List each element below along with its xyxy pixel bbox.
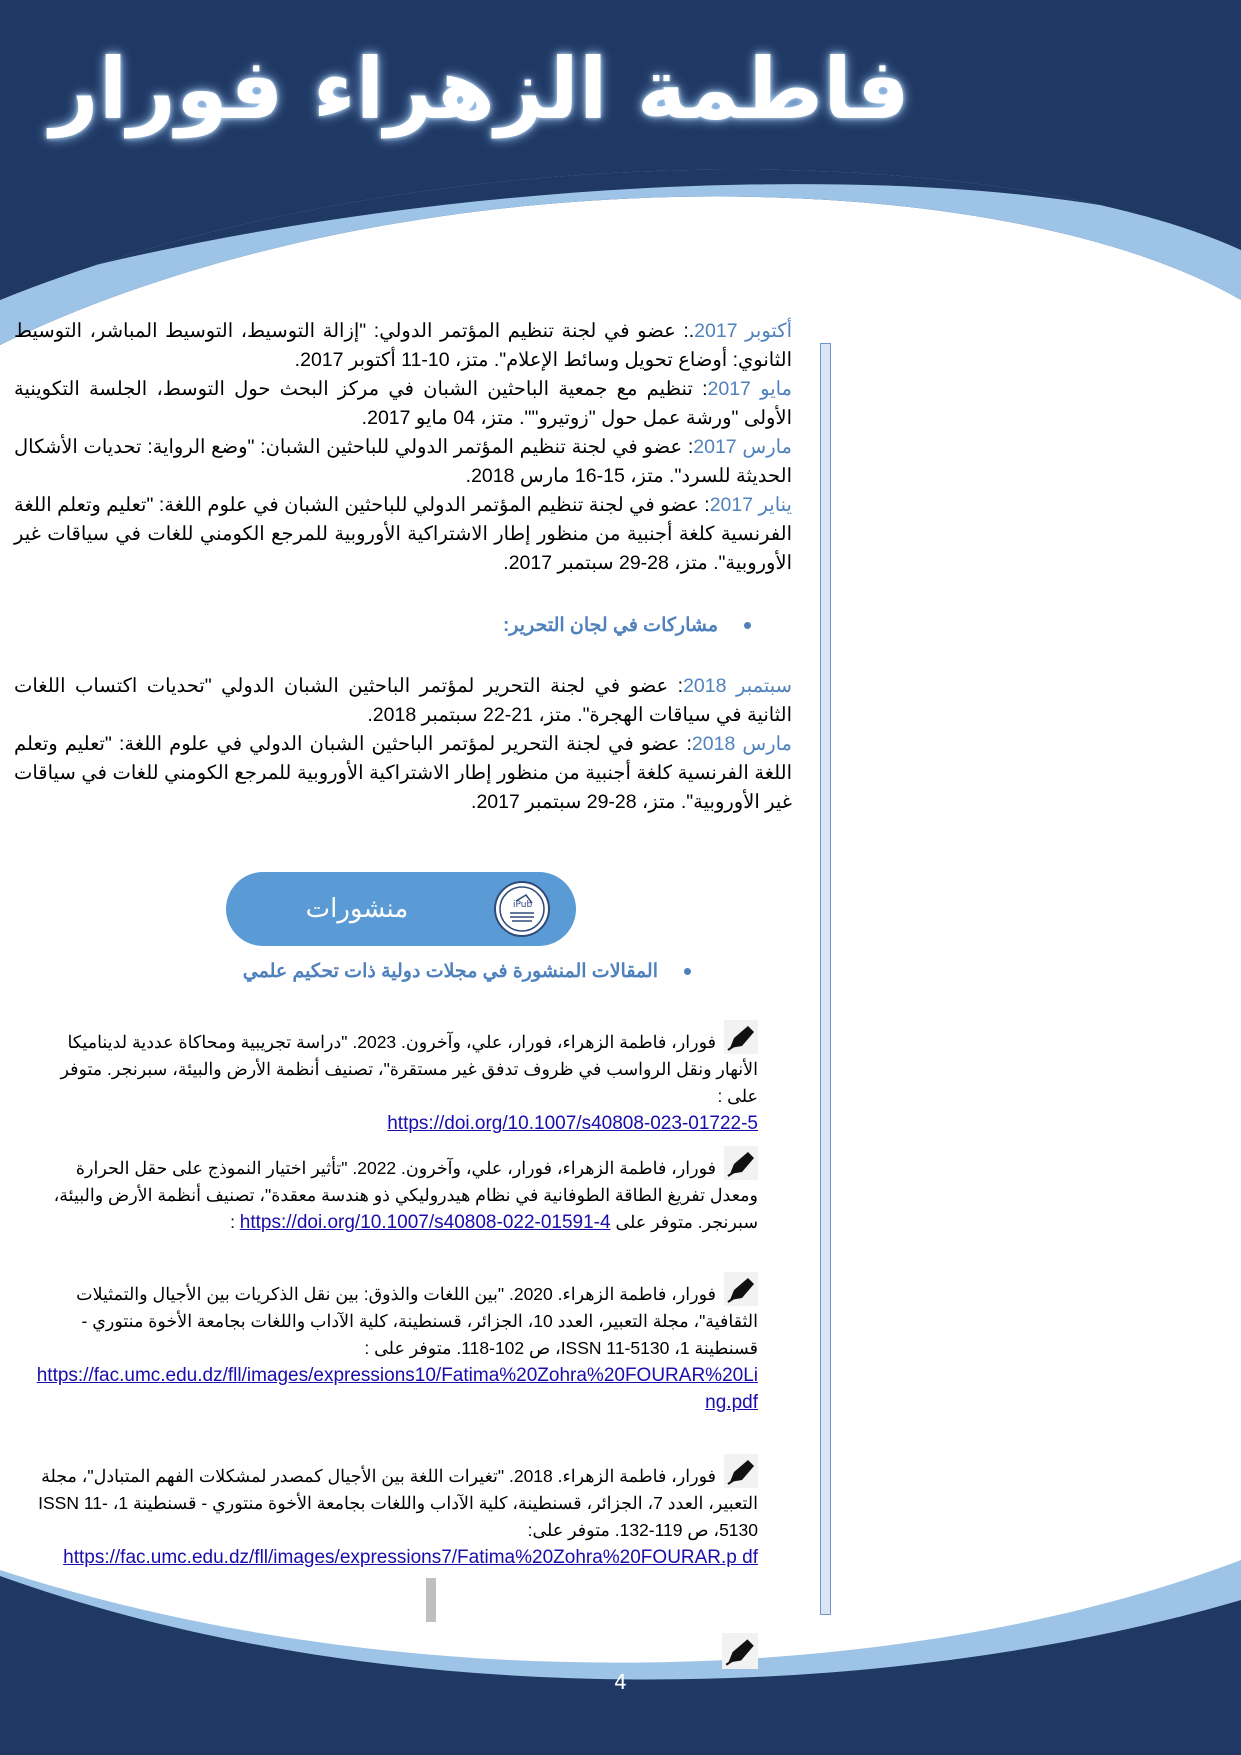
publications-banner-label: منشورات [305, 894, 409, 924]
pen-icon [724, 1020, 758, 1054]
pen-icon [724, 1146, 758, 1180]
page-title: فاطمة الزهراء فورار [50, 40, 910, 138]
doi-link[interactable]: https://doi.org/10.1007/s40808-023-01722-5 [387, 1113, 758, 1134]
editorial-committees-list [14, 672, 792, 817]
bullet-icon [744, 622, 751, 629]
publication-item: فورار، فاطمة الزهراء، فورار، علي، وآخرون. 2023. "دراسة تجريبية ومحاكاة عددية لديناميكا الأنهار ونقل الرواسب في ظروف تدفق غير مستقرة"، تصنيف أنظمة الأرض والبيئة، سبرنجر. متوفر على : https://doi.org/10.1007/s40808-023-01722-5 [30, 1020, 758, 1137]
list-item: مايو 2017: تنظيم مع جمعية الباحثين الشبان في مركز البحث حول التوسط، الجلسة التكوينية الأولى "ورشة عمل حول "زوتيرو"". متز، 04 مايو 2017. [14, 378, 793, 429]
pen-icon [724, 1272, 758, 1306]
org-committees-list [14, 317, 792, 578]
bullet-icon [684, 968, 691, 975]
publication-item: فورار، فاطمة الزهراء. 2018. "تغيرات اللغة بين الأجيال كمصدر لمشكلات الفهم المتبادل"، مجلة التعبير، العدد 7، الجزائر، قسنطينة، كلية الآداب واللغات بجامعة الأخوة منتوري - قسنطينة 1، ISSN 11-5130، ص 119-132. متوفر على: https://fac.umc.edu.dz/fll/images/expressions7/Fatima%20Zohra%20FOURAR.p df [30, 1454, 758, 1571]
list-item: يناير 2017: عضو في لجنة تنظيم المؤتمر الدولي للباحثين الشبان في علوم اللغة: "تعليم وتعلم اللغة الفرنسية كلغة أجنبية من منظور إطار الاشتراكية الأوروبية للمرجع الكومني للغات في سياقات غير الأوروبية". متز، 28-29 سبتمبر 2017. [14, 494, 792, 574]
doi-link[interactable]: https://doi.org/10.1007/s40808-022-01591-4 [239, 1212, 611, 1233]
publication-item: فورار، فاطمة الزهراء. 2020. "بين اللغات والذوق: بين نقل الذكريات بين الأجيال والتمثيلات الثقافية"، مجلة التعبير، العدد 10، الجزائر، قسنطينة، كلية الآداب واللغات بجامعة الأخوة منتوري - قسنطينة 1، ISSN 11-5130، ص 102-118. متوفر على : https://fac.umc.edu.dz/fll/images/expressions10/Fatima%20Zohra%20FOURAR%20Ling.pdf [30, 1272, 758, 1416]
vertical-rule [820, 343, 831, 1615]
list-item: أكتوبر 2017.: عضو في لجنة تنظيم المؤتمر الدولي: "إزالة التوسيط، التوسيط المباشر، التوسيط الثانوي: أوضاع تحويل وسائط الإعلام". متز، 10-11 أكتوبر 2017. [14, 320, 792, 371]
list-item: مارس 2017: عضو في لجنة تنظيم المؤتمر الدولي للباحثين الشبان: "وضع الرواية: تحديات الأشكال الحديثة للسرد". متز، 15-16 مارس 2018. [14, 436, 792, 487]
publications-banner [226, 872, 576, 946]
pen-icon [724, 1454, 758, 1488]
pdf-link[interactable]: https://fac.umc.edu.dz/fll/images/expressions10/Fatima%20Zohra%20FOURAR%20Ling.pdf [36, 1365, 758, 1413]
pub-logo-icon [494, 881, 550, 937]
page-number: 4 [614, 1670, 627, 1694]
list-item: مارس 2018: عضو في لجنة التحرير لمؤتمر الباحثين الشبان الدولي في علوم اللغة: "تعليم وتعلم اللغة الفرنسية كلغة أجنبية من منظور إطار الاشتراكية الأوروبية للمرجع الكومني للغات في سياقات غير الأوروبية". متز، 28-29 سبتمبر 2017. [14, 733, 793, 813]
svg-text:iPub: iPub [513, 900, 533, 910]
pen-icon [722, 1633, 758, 1669]
scroll-marker [426, 1578, 436, 1622]
articles-heading: المقالات المنشورة في مجلات دولية ذات تحكيم علمي [243, 960, 691, 983]
list-item: سبتمبر 2018: عضو في لجنة التحرير لمؤتمر الباحثين الشبان الدولي "تحديات اكتساب اللغات الثانية في سياقات الهجرة". متز، 21-22 سبتمبر 2018. [14, 675, 792, 726]
publication-item: فورار، فاطمة الزهراء، فورار، علي، وآخرون. 2022. "تأثير اختيار النموذج على حقل الحرارة ومعدل تفريغ الطاقة الطوفانية في نظام هيدروليكي ذو هندسة معقدة"، تصنيف أنظمة الأرض والبيئة، سبرنجر. متوفر على https://doi.org/10.1007/s40808-022-01591-4 : [30, 1146, 758, 1236]
editorial-heading: مشاركات في لجان التحرير: [503, 614, 751, 637]
pdf-link[interactable]: https://fac.umc.edu.dz/fll/images/expressions7/Fatima%20Zohra%20FOURAR.p df [63, 1547, 758, 1568]
